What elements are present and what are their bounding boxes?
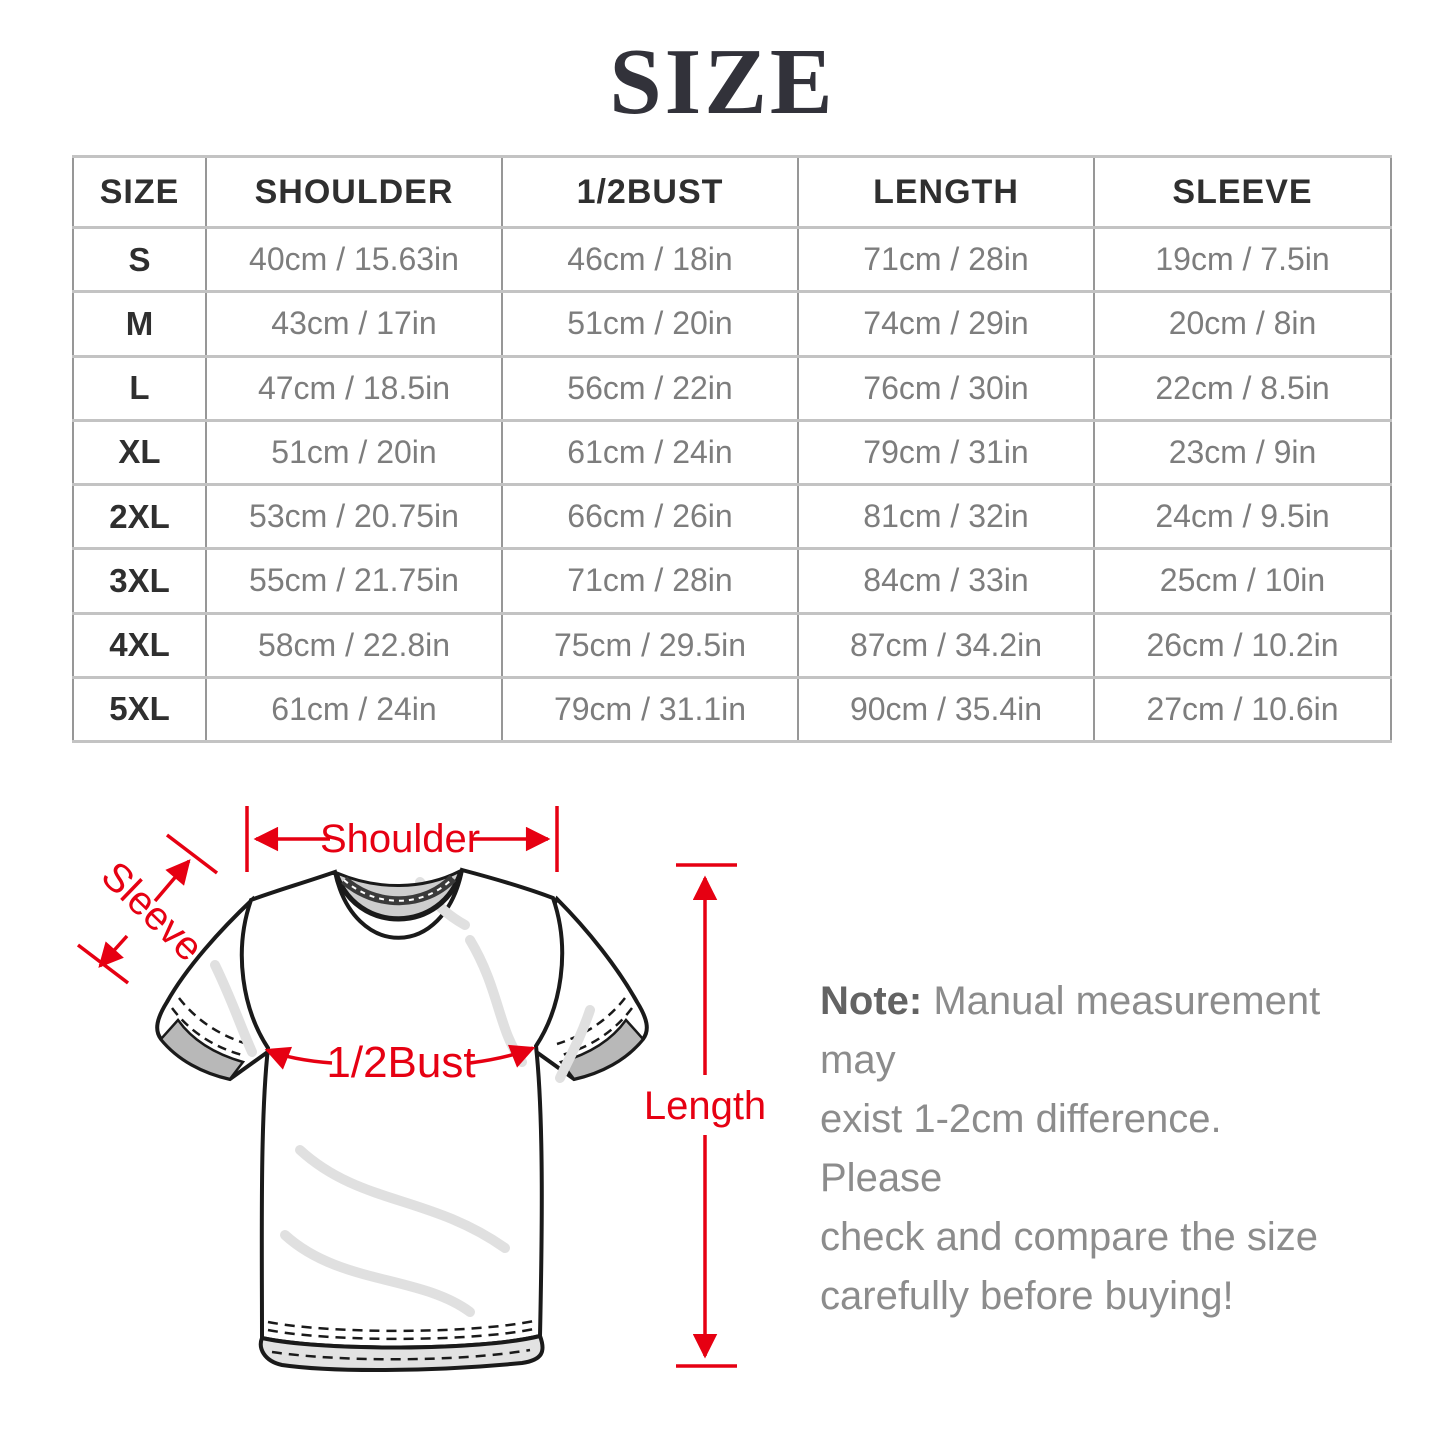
cell-sleeve: 27cm / 10.6in	[1094, 677, 1391, 741]
cell-shoulder: 58cm / 22.8in	[206, 613, 502, 677]
table-row	[73, 677, 1391, 741]
shoulder-label: Shoulder	[319, 817, 481, 861]
table-row	[73, 485, 1391, 549]
note-line	[820, 972, 1340, 1090]
note-text: Manual measurement may	[820, 979, 1321, 1082]
cell-shoulder: 53cm / 20.75in	[206, 485, 502, 549]
cell-sleeve: 20cm / 8in	[1094, 292, 1391, 356]
table-row	[73, 549, 1391, 613]
tshirt-body	[242, 870, 562, 1348]
cell-length: 84cm / 33in	[798, 549, 1094, 613]
cell-size: XL	[73, 420, 206, 484]
note-line: exist 1-2cm difference. Please	[820, 1097, 1222, 1200]
cell-size: L	[73, 356, 206, 420]
note-line: carefully before buying!	[820, 1274, 1234, 1318]
table-header-row	[73, 157, 1391, 228]
cell-shoulder: 43cm / 17in	[206, 292, 502, 356]
cell-length: 74cm / 29in	[798, 292, 1094, 356]
cell-size: 5XL	[73, 677, 206, 741]
note-label: Note:	[820, 979, 923, 1023]
page-title: SIZE	[609, 30, 836, 134]
table-row	[73, 356, 1391, 420]
cell-size: 4XL	[73, 613, 206, 677]
cell-length: 76cm / 30in	[798, 356, 1094, 420]
header-cell-bust: 1/2BUST	[502, 157, 798, 228]
length-label: Length	[643, 1084, 767, 1128]
cell-length: 71cm / 28in	[798, 228, 1094, 292]
cell-size: M	[73, 292, 206, 356]
cell-bust: 61cm / 24in	[502, 420, 798, 484]
cell-bust: 56cm / 22in	[502, 356, 798, 420]
bust-label: 1/2Bust	[326, 1038, 476, 1087]
cell-shoulder: 61cm / 24in	[206, 677, 502, 741]
cell-size: S	[73, 228, 206, 292]
cell-bust: 51cm / 20in	[502, 292, 798, 356]
header-cell-length: LENGTH	[798, 157, 1094, 228]
header-cell-shoulder: SHOULDER	[206, 157, 502, 228]
tshirt-measurement-diagram	[0, 780, 790, 1445]
table-row	[73, 420, 1391, 484]
note-line: check and compare the size	[820, 1215, 1319, 1259]
header-cell-size: SIZE	[73, 157, 206, 228]
cell-bust: 75cm / 29.5in	[502, 613, 798, 677]
cell-sleeve: 22cm / 8.5in	[1094, 356, 1391, 420]
cell-length: 90cm / 35.4in	[798, 677, 1094, 741]
table-row	[73, 228, 1391, 292]
cell-bust: 71cm / 28in	[502, 549, 798, 613]
size-table	[72, 155, 1392, 743]
cell-shoulder: 40cm / 15.63in	[206, 228, 502, 292]
sleeve-label: Sleeve	[92, 853, 212, 970]
cell-shoulder: 51cm / 20in	[206, 420, 502, 484]
cell-length: 81cm / 32in	[798, 485, 1094, 549]
cell-sleeve: 26cm / 10.2in	[1094, 613, 1391, 677]
cell-sleeve: 25cm / 10in	[1094, 549, 1391, 613]
cell-shoulder: 47cm / 18.5in	[206, 356, 502, 420]
cell-sleeve: 24cm / 9.5in	[1094, 485, 1391, 549]
cell-size: 3XL	[73, 549, 206, 613]
cell-bust: 66cm / 26in	[502, 485, 798, 549]
cell-sleeve: 19cm / 7.5in	[1094, 228, 1391, 292]
cell-sleeve: 23cm / 9in	[1094, 420, 1391, 484]
cell-length: 87cm / 34.2in	[798, 613, 1094, 677]
cell-bust: 79cm / 31.1in	[502, 677, 798, 741]
note-block	[820, 972, 1340, 1326]
header-cell-sleeve: SLEEVE	[1094, 157, 1391, 228]
table-row	[73, 613, 1391, 677]
cell-size: 2XL	[73, 485, 206, 549]
cell-shoulder: 55cm / 21.75in	[206, 549, 502, 613]
table-row	[73, 292, 1391, 356]
cell-bust: 46cm / 18in	[502, 228, 798, 292]
cell-length: 79cm / 31in	[798, 420, 1094, 484]
